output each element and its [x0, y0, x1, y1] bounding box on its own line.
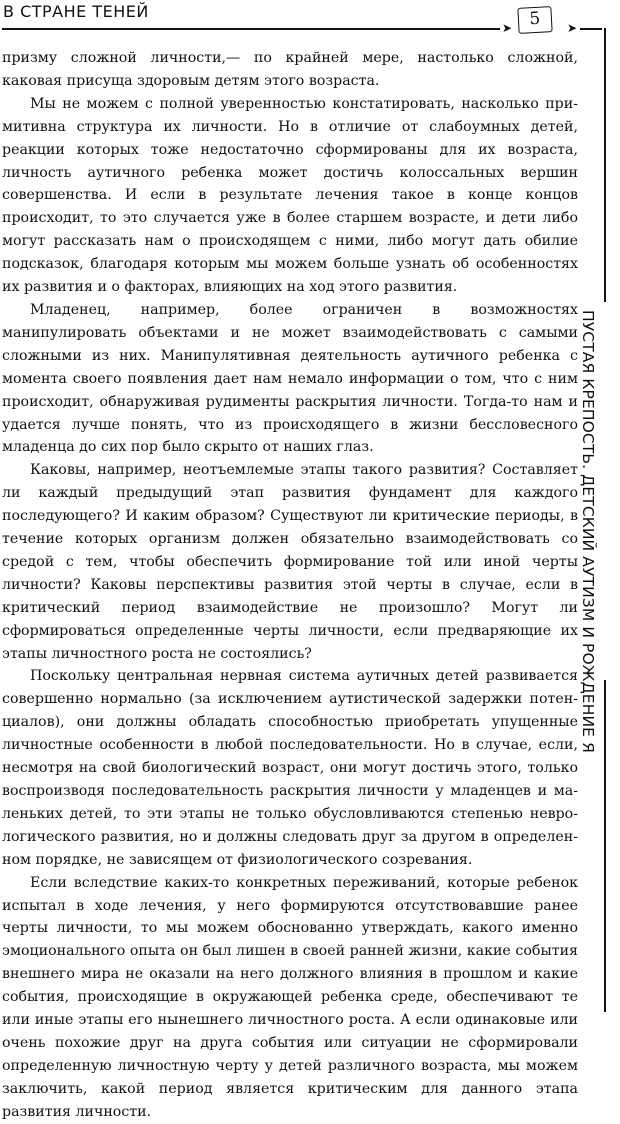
side-rule-top	[604, 28, 606, 302]
paragraph: Поскольку центральная нервная система аутичных детей развивается совершенно нормально (за исключением аутистической задержки потенциалов), они должны обладать способностью приобретать упущенные личностные особенности в любой последовательности. Но в случае, если, несмотря на свой биологический возраст, они могут достичь этого, только воспроизводя последовательность раскрытия личности у младенцев и маленьких детей, то эти этапы не только обусловливаются степенью неврологического развития, но и должны следовать друг за другом в определенном порядке, не зависящем от физиологического созревания.	[2, 668, 578, 868]
paragraph: Младенец, например, более ограничен в возможностях манипулировать объектами и не может взаимодействовать с самыми сложными из них. Манипулятивная деятельность аутичного ребенка с момента своего появления дает нам немало информации о том, что с ним происходит, обнаруживая рудименты раскрытия личности. Тогда-то нам и удается лучше понять, что из происходящего в жизни бессловесного младенца до сих пор было скрыто от наших глаз.	[2, 301, 578, 456]
side-book-title: ПУСТАЯ КРЕПОСТЬ. ДЕТСКИЙ АУТИЗМ И РОЖДЕНИЕ Я	[579, 310, 597, 753]
header-rule-left	[2, 28, 500, 30]
header-rule-right	[580, 28, 602, 30]
paragraph: Каковы, например, неотъемлемые этапы такого развития? Составляет ли каждый предыдущий этап развития фундамент для каждого последующего? И каким образом? Существуют ли критические периоды, в течение которых организм должен обязательно взаимодействовать со средой с тем, чтобы обеспечить формирование той или иной черты личности? Каковы перспективы развития этой черты в случае, если в критический период взаимодействие не произошло? Могут ли сформироваться определенные черты личности, если предваряющие их этапы личностного роста не состоялись?	[2, 462, 578, 662]
paragraph: призму сложной личности,— по крайней мере, настолько сложной, каковая присуща здоровым детям этого возраста.	[2, 50, 578, 89]
running-head-title: В СТРАНЕ ТЕНЕЙ	[3, 2, 149, 21]
header-arrow-icon: ➤	[567, 21, 578, 35]
body-text	[2, 47, 578, 1124]
paragraph: Мы не можем с полной уверенностью констатировать, насколько примитивна структура их личности. Но в отличие от слабоумных детей, реакции которых тоже недостаточно сформированы для их возраста, личность аутичного ребенка может достичь колоссальных вершин совершенства. И если в результате лечения такое в конце концов происходит, то это случается уже в более старшем возрасте, и дети либо могут рассказать нам о происходящем с ними, либо могут дать обилие подсказок, благодаря которым мы можем больше узнать об особенностях их развития и о факторах, влияющих на ход этого развития.	[2, 95, 578, 296]
paragraph: Если вследствие каких-то конкретных переживаний, которые ребенок испытал в ходе лечения, у него формируются отсутствовавшие ранее черты личности, то мы можем обоснованно утверждать, какого именно эмоционального опыта он был лишен в своей ранней жизни, какие события внешнего мира не оказали на него должного влияния в прошлом и какие события, происходящие в окружающей ребенка среде, обеспечивают те или иные этапы его нынешнего личностного роста. А если одинаковые или очень похожие друг на друга события или ситуации не сформировали определенную личностную черту у детей различного возраста, мы можем заключить, какой период является критическим для данного этапа развития личности.	[2, 874, 578, 1120]
side-rule-bottom	[604, 680, 606, 1012]
header-arrow-icon: ➤	[502, 21, 513, 35]
page-number: 5	[517, 6, 552, 34]
